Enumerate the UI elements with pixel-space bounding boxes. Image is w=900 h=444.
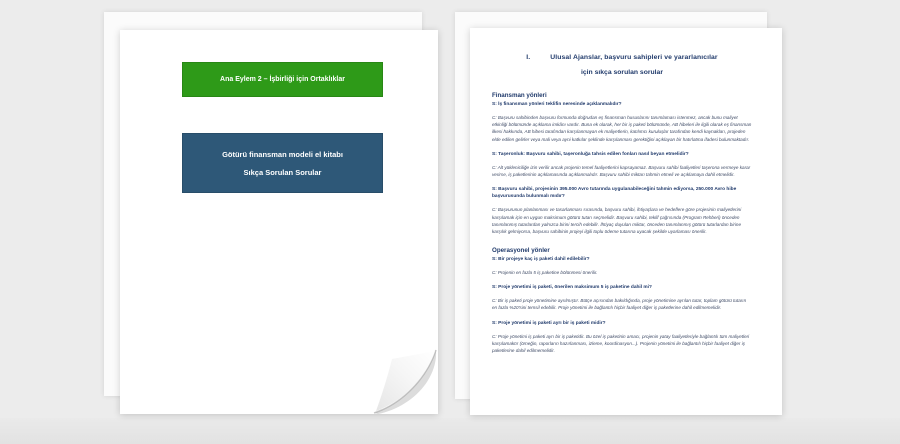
faq-answer: C: Başvurunun planlanması ve tasarlanması sırasında, başvuru sahibi, ihtiyaçlara ve hedeflere göre projesinin maliyetlerini karşılamak için en uygun maksimum götürü tutarı seçmelidir. Başvuru sahibi, teklif çağrısında (Program Rehberi) önceden tanımlanmış tutarlardan yalnızca birini tercih edebilir. İhtiyaç duyulan miktar, önceden tanımlanmış götürü tutarlardan birine karşılık gelmiyorsa, başvuru sahibinin projeyi ilgili toplu ödeme tutarına uyacak şekilde uyarlaması önerilir. — [492, 207, 742, 234]
section-title-financing: Finansman yönleri — [492, 92, 547, 99]
cover-banner-blue-line1: Götürü finansman modeli el kitabı — [222, 149, 343, 159]
faq-answer: C: Projenin en fazla 5 iş paketine bölünmesi önerilir. — [492, 270, 598, 276]
faq-answer: C: Bir iş paketi proje yönetimine ayrılmıştır. Bütçe açısından bakıldığında, proje yönetimine ayrılan tutar, toplam götürü tutarın en fazla %20'sini temsil edebilir. Proje yönetimi ile bağlantılı hiçbir faaliyet diğer iş paketlerine dahil edilmemelidir. — [492, 298, 747, 311]
page-curl-icon — [364, 349, 438, 414]
faq-question: S: Taşeronluk: Başvuru sahibi, taşeronluğa tahsis edilen fonları nasıl beyan etmelidir? — [492, 151, 689, 157]
faq-question: S: Bir projeye kaç iş paketi dahil edilebilir? — [492, 256, 590, 262]
section-title-operational: Operasyonel yönler — [492, 246, 550, 254]
cover-banner-blue — [182, 133, 383, 193]
desk-bottom-shelf — [0, 418, 900, 444]
heading-numeral: I. — [526, 54, 531, 61]
cover-banner-blue-line2: Sıkça Sorulan Sorular — [243, 167, 322, 177]
cover-banner-green — [182, 62, 383, 97]
faq-page-body — [492, 54, 752, 354]
cover-banner-green-label: Ana Eylem 2 – İşbirliği için Ortaklıklar — [220, 76, 345, 83]
faq-answer: C: Proje yönetimi iş paketi ayrı bir iş paketidir. Bu özel iş paketinin amacı, projenin yatay faaliyetleriyle bağlantılı tüm maliyetleri karşılamaktır (örneğin, raporların hazırlanması, izleme, koordinasyon...). Projenin yönetimi ile bağlantılı hiçbir faaliyet diğer iş paketlerine dahil edilmemelidir. — [492, 333, 750, 353]
cover-page — [120, 30, 438, 414]
faq-question: S: Proje yönetimi iş paketi, önerilen maksimum 5 iş paketine dahil mi? — [492, 285, 652, 291]
heading-line1: Ulusal Ajanslar, başvuru sahipleri ve yararlanıcılar — [550, 54, 718, 61]
doc-heading — [492, 54, 752, 61]
faq-question: S: Proje yönetimi iş paketi ayrı bir iş paketi midir? — [492, 320, 606, 326]
faq-answer: C: Başvuru sahibinden başvuru formunda doğrudan eş finansman hususlarını tanımlaması istenmez, ancak bunu maliyet etkinliği bölümünde açıklama imkânı vardır. Buna ek olarak, her bir iş paketi bölümünde, AB hibeleri ile ilgili olarak eş finansman ilkesi hakkında, AB hibesi tarafından karşılanmayan ek maliyetlerin, katılımcı kuruluşlar tarafından kendi kaynakları, projeden elde edilen gelirler veya mali veya ayni katkılar şeklinde karşılanması gerektiğini açıklayan bir hatırlatma ifadesi bulunmaktadır. — [492, 115, 752, 142]
faq-question: S: İş finansman yönleri teklifin neresinde açıklanmalıdır? — [492, 102, 622, 107]
faq-page — [470, 28, 782, 415]
heading-line2: için sıkça sorulan sorular — [581, 69, 663, 76]
faq-question: S: Başvuru sahibi, projesinin 395.000 Avro tutarında uygulanabileceğini tahmin ediyorsa, 250.000 Avro hibe başvurusunda bulunmalı mıdır? — [492, 187, 737, 200]
faq-answer: C: Alt yükleniciliğe izin verilir ancak projenin temel faaliyetlerini kapsayamaz. Başvuru sahibi faaliyetleri taşerona vermeye karar verirse, iş paketlerinin açıklamasında açıklanmalıdır. Başvuru sahibi miktarı tahmin etmeli ve açıklamaya dahil etmelidir. — [492, 164, 751, 177]
